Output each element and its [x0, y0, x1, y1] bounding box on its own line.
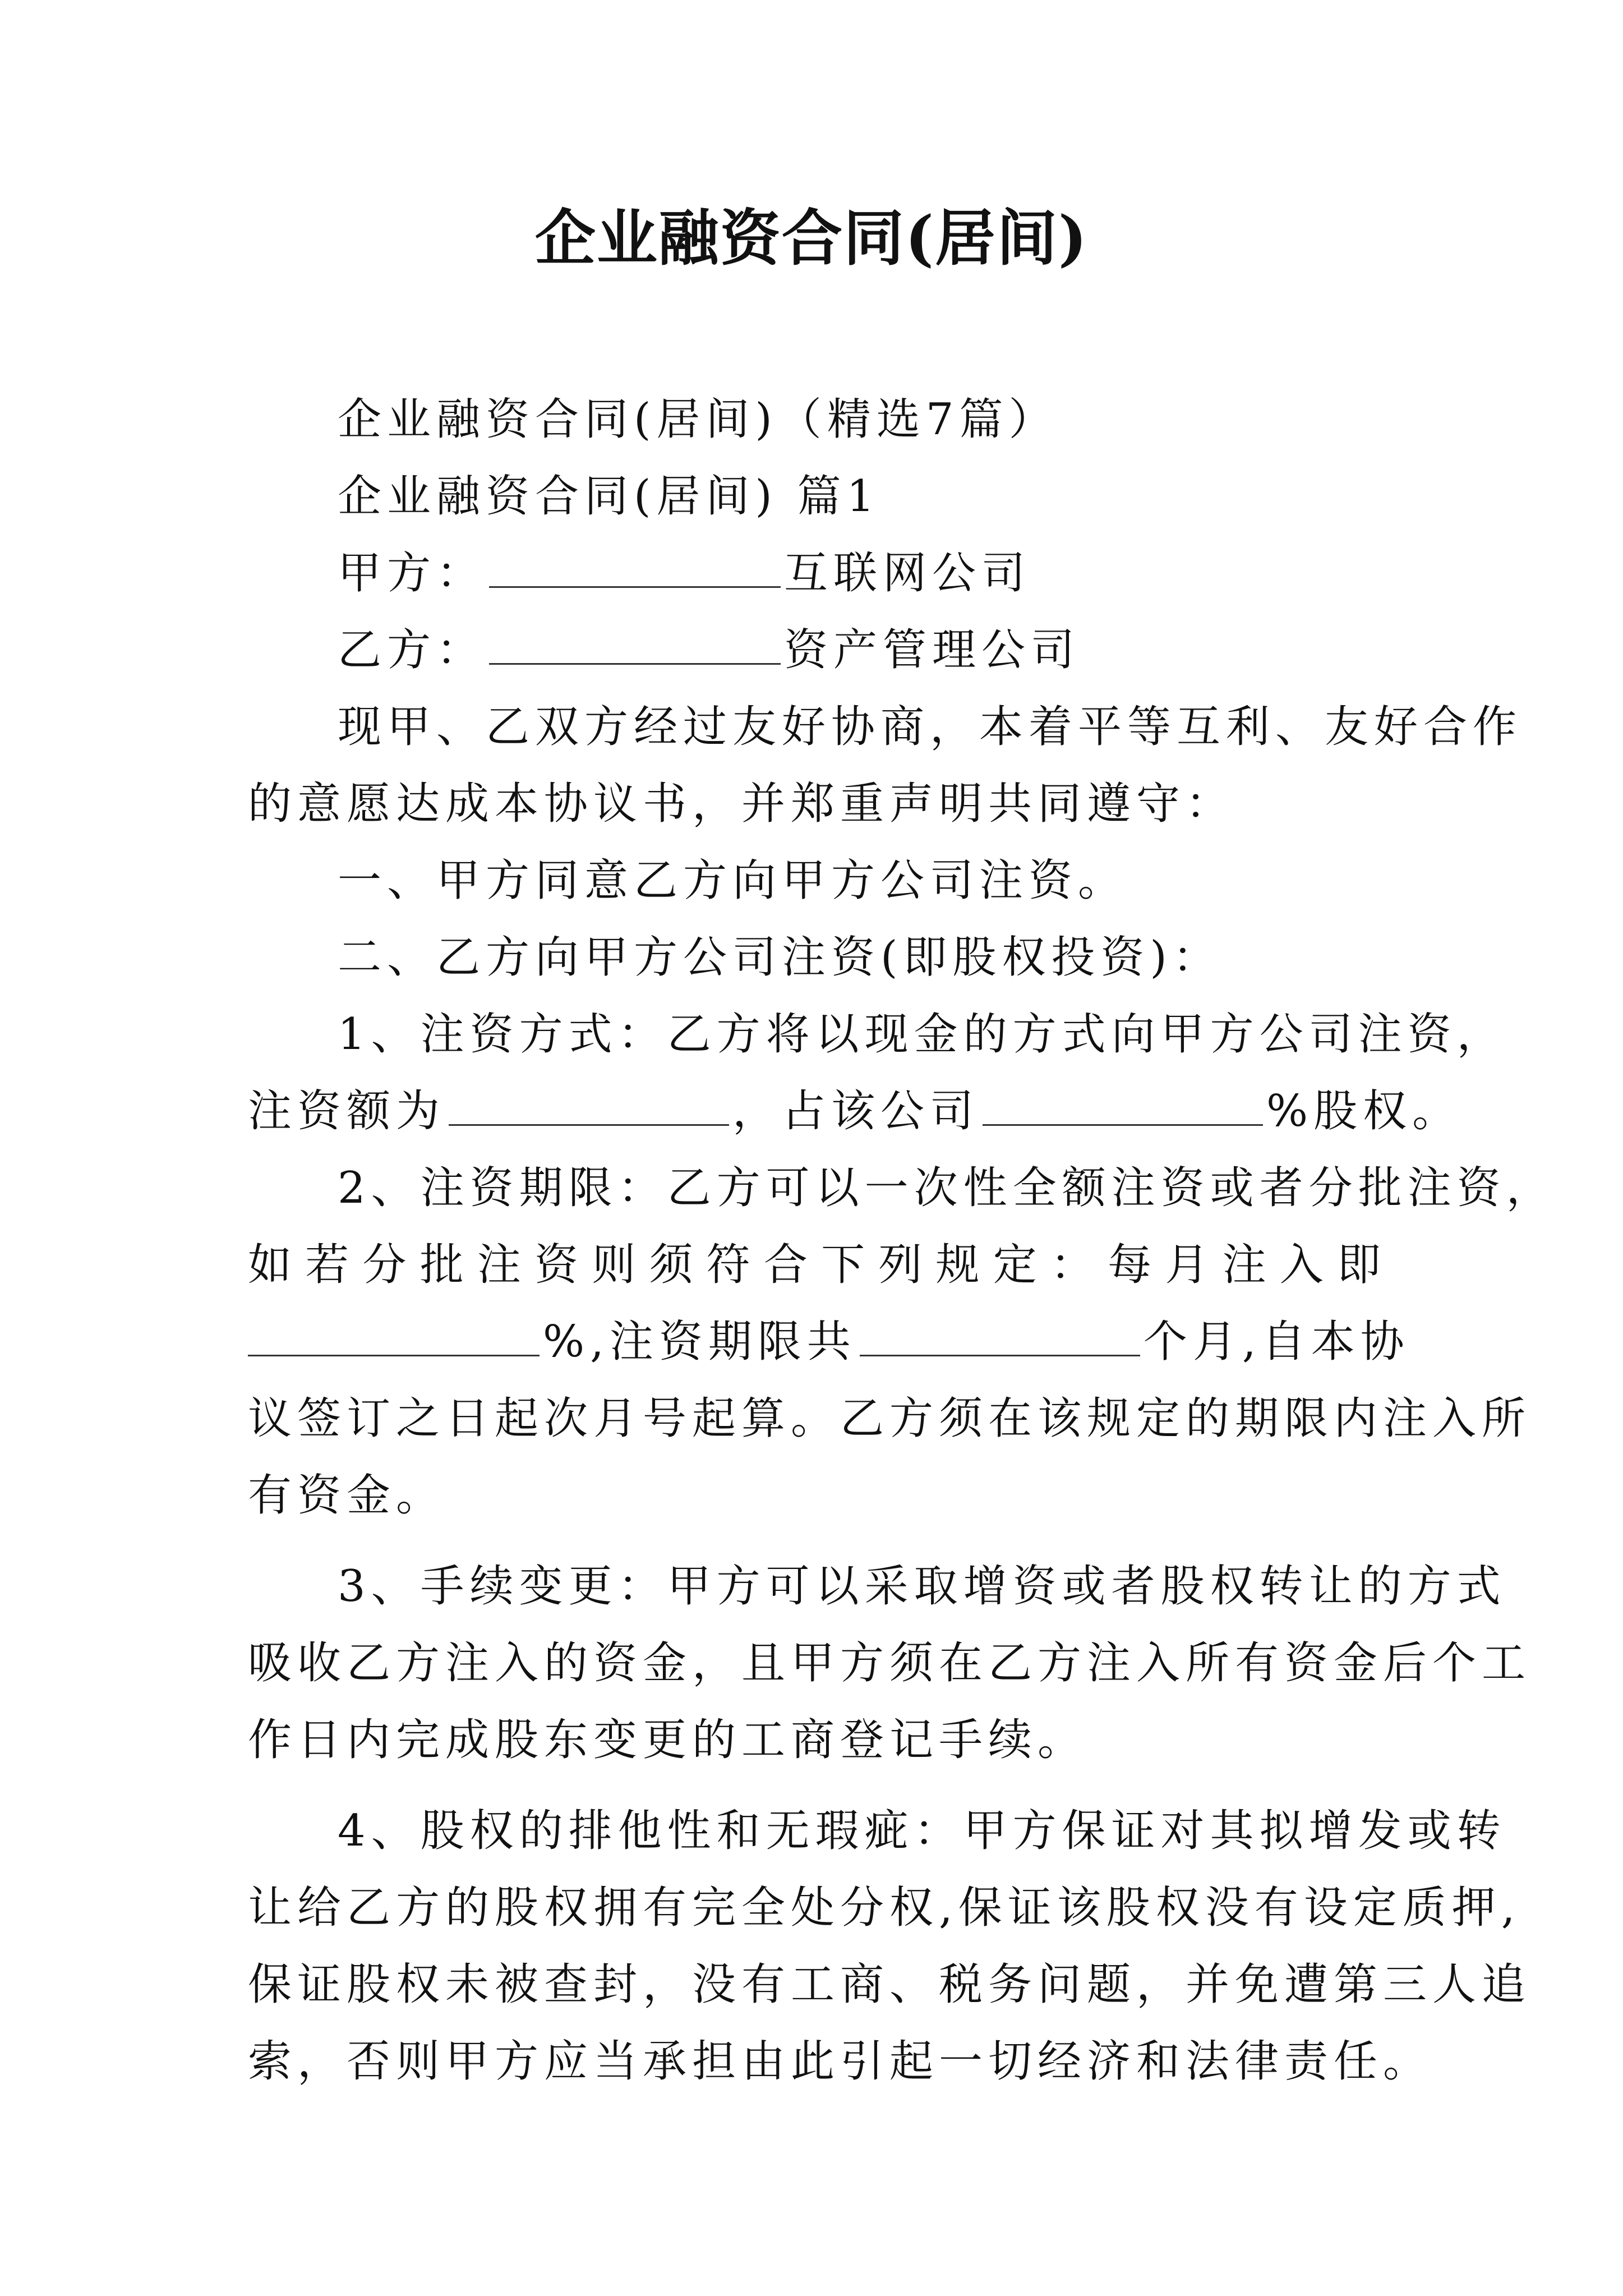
item-2-line-5: 有资金。 — [248, 1470, 446, 1521]
subtitle: 企业融资合同(居间)（精选7篇） — [338, 394, 1058, 445]
party-b-label: 乙方： — [338, 625, 486, 675]
item-1-text-a: 注资额为 — [248, 1086, 446, 1137]
item-3-line-2: 吸收乙方注入的资金，且甲方须在乙方注入所有资金后个工 — [248, 1638, 1532, 1688]
item-1-line-1: 1、注资方式：乙方将以现金的方式向甲方公司注资， — [338, 1009, 1506, 1060]
clause-2: 二、乙方向甲方公司注资(即股权投资)： — [338, 932, 1222, 983]
monthly-percent-blank — [248, 1310, 540, 1356]
item-3-line-3: 作日内完成股东变更的工商登记手续。 — [248, 1715, 1087, 1765]
item-2-text-a: %,注资期限共 — [543, 1317, 856, 1367]
intro-line-1: 现甲、乙双方经过友好协商，本着平等互利、友好合作 — [338, 702, 1523, 752]
item-1-text-b: ，占该公司 — [732, 1086, 980, 1137]
party-a-name: 互联网公司 — [784, 548, 1031, 599]
party-b-blank — [489, 618, 781, 665]
party-b-line — [248, 612, 1386, 689]
item-2-text-b: 个月,自本协 — [1143, 1317, 1410, 1367]
spacer — [248, 1779, 1386, 1793]
item-1-line-2 — [248, 1073, 1462, 1150]
clause-1: 一、甲方同意乙方向甲方公司注资。 — [338, 855, 1128, 906]
item-4-line-1: 4、股权的排他性和无瑕疵：甲方保证对其拟增发或转 — [338, 1806, 1506, 1856]
item-4-line-2: 让给乙方的股权拥有完全处分权,保证该股权没有设定质押, — [248, 1883, 1521, 1933]
section-heading: 企业融资合同(居间) 篇1 — [338, 471, 880, 522]
document-body — [248, 381, 1556, 2100]
item-2-line-1: 2、注资期限：乙方可以一次性全额注资或者分批注资， — [338, 1163, 1556, 1213]
investment-amount-blank — [449, 1079, 729, 1126]
item-2-line-4: 议签订之日起次月号起算。乙方须在该规定的期限内注入所 — [248, 1393, 1532, 1444]
item-1-text-c: %股权。 — [1266, 1086, 1462, 1137]
document-title: 企业融资合同(居间) — [534, 203, 1089, 274]
party-a-line — [248, 535, 1386, 612]
item-3-line-1: 3、手续变更：甲方可以采取增资或者股权转让的方式 — [338, 1561, 1506, 1612]
spacer — [248, 1534, 1386, 1548]
term-months-blank — [860, 1310, 1140, 1356]
item-2-line-2: 如若分批注资则须符合下列规定：每月注入即 — [248, 1240, 1386, 1290]
party-a-blank — [489, 541, 781, 588]
intro-line-2: 的意愿达成本协议书，并郑重声明共同遵守： — [248, 779, 1235, 829]
item-4-line-3: 保证股权未被查封，没有工商、税务问题，并免遭第三人追 — [248, 1959, 1532, 2010]
item-2-line-3 — [248, 1304, 1410, 1381]
item-4-line-4: 索，否则甲方应当承担由此引起一切经济和法律责任。 — [248, 2036, 1433, 2087]
equity-percent-blank — [983, 1079, 1263, 1126]
party-b-name: 资产管理公司 — [784, 625, 1081, 675]
party-a-label: 甲方： — [338, 548, 486, 599]
